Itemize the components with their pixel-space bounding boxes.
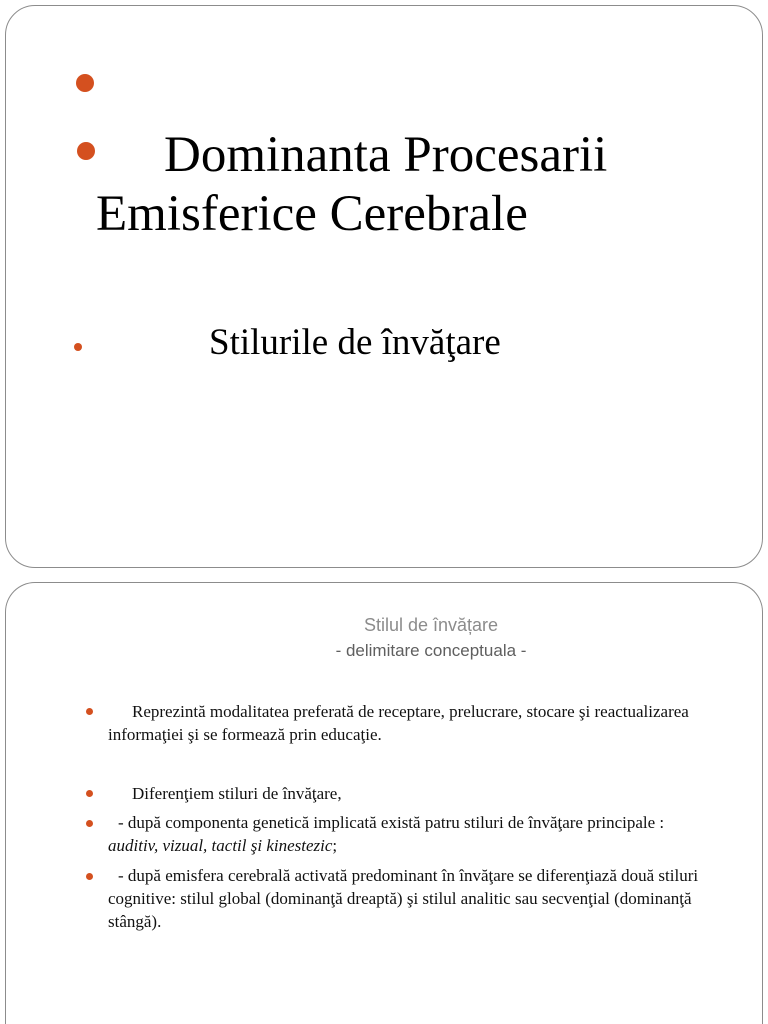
bullet-item-tail: ;	[332, 836, 338, 855]
bullet-icon	[86, 790, 93, 797]
bullet-icon	[77, 142, 95, 160]
bullet-item	[108, 811, 712, 857]
slide-subtitle: - delimitare conceptuala -	[335, 641, 527, 660]
bullet-item-emphasis: auditiv, vizual, tactil şi kinestezic	[108, 836, 333, 855]
bullet-item: Reprezintă modalitatea preferată de receptare, prelucrare, stocare şi reactualizarea informaţiei şi se formează prin educaţie.	[108, 702, 689, 744]
slide-title: Stilul de învățare	[363, 615, 499, 635]
bullet-icon	[76, 74, 94, 92]
slide-2	[5, 582, 763, 1024]
bullet-icon	[74, 343, 82, 351]
bullet-item: - după emisfera cerebrală activată predominant în învăţare se diferenţiază două stiluri cognitive: stilul global (dominanţă dreaptă) şi stilul analitic sau secvenţial (dominanţă stângă).	[108, 866, 699, 931]
slide-title: Dominanta Procesarii Emisferice Cerebrale	[96, 127, 608, 242]
bullet-item: Diferenţiem stiluri de învăţare,	[132, 784, 342, 803]
slide-1	[5, 5, 763, 568]
bullet-icon	[86, 820, 93, 827]
bullet-icon	[86, 873, 93, 880]
bullet-icon	[86, 708, 93, 715]
slide-subtitle: Stilurile de învăţare	[209, 322, 501, 363]
bullet-item-text: - după componenta genetică implicată există patru stiluri de învăţare principale :	[118, 813, 665, 832]
